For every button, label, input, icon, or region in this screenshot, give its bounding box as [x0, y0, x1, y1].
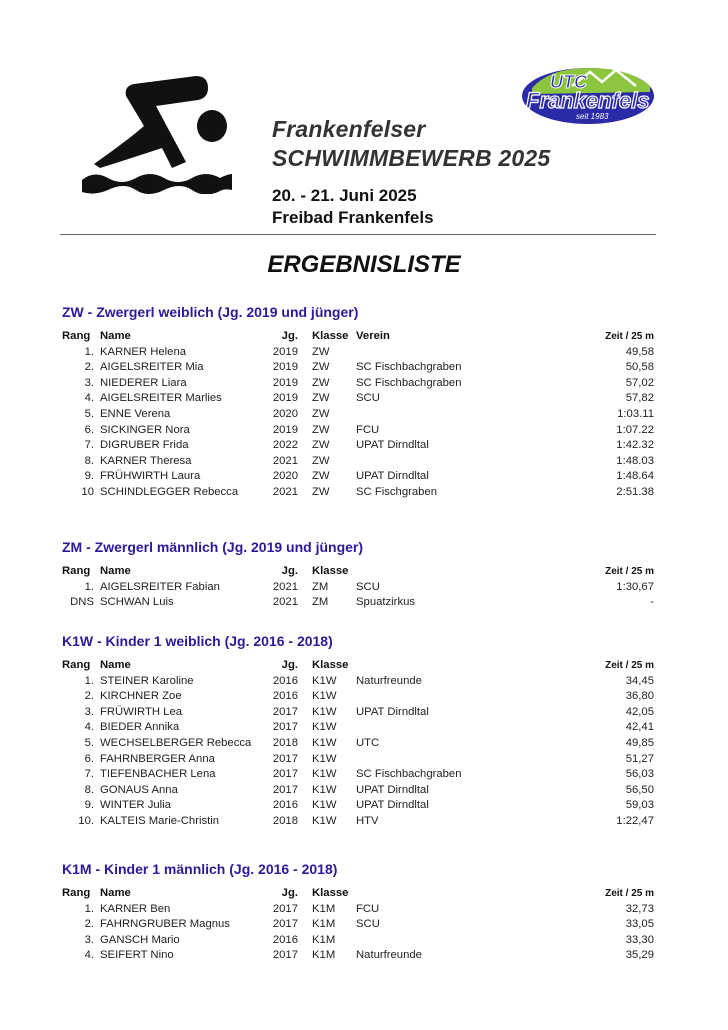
cell-jg: 2017 — [272, 721, 298, 734]
column-header-zeit: Zeit / 25 m — [605, 888, 654, 899]
cell-rang: 9. — [84, 799, 94, 812]
cell-name: AIGELSREITER Fabian — [100, 580, 220, 593]
cell-jg: 2019 — [272, 376, 298, 389]
column-header-name: Name — [100, 887, 131, 899]
cell-klasse: K1W — [312, 674, 337, 687]
cell-zeit: 42,05 — [625, 705, 654, 718]
cell-zeit: 49,58 — [625, 345, 654, 358]
table-row — [62, 933, 658, 949]
cell-jg: 2017 — [272, 752, 298, 765]
header-divider — [60, 234, 656, 235]
table-row — [62, 438, 658, 454]
cell-verein: UPAT Dirndltal — [356, 470, 429, 483]
cell-name: SEIFERT Nino — [100, 949, 174, 962]
section-heading: K1M - Kinder 1 männlich (Jg. 2016 - 2018) — [62, 861, 338, 877]
cell-verein: HTV — [356, 814, 379, 827]
column-header-jg: Jg. — [281, 887, 298, 899]
cell-rang: 5. — [84, 736, 94, 749]
table-row — [62, 917, 658, 933]
table-row — [62, 345, 658, 361]
cell-name: KALTEIS Marie-Christin — [100, 814, 220, 827]
cell-jg: 2019 — [272, 392, 298, 405]
cell-zeit: 1:48.64 — [616, 470, 654, 483]
table-header — [62, 329, 658, 345]
cell-jg: 2021 — [272, 596, 298, 609]
cell-klasse: ZW — [312, 407, 330, 420]
cell-zeit: 42,41 — [625, 721, 654, 734]
event-title-line2: SCHWIMMBEWERB 2025 — [272, 145, 551, 171]
cell-rang: 8. — [84, 783, 94, 796]
swimmer-icon — [78, 76, 240, 194]
cell-klasse: K1W — [312, 814, 337, 827]
cell-rang: 10 — [81, 485, 94, 498]
cell-name: TIEFENBACHER Lena — [100, 768, 216, 781]
table-row — [62, 595, 658, 611]
cell-klasse: ZW — [312, 376, 330, 389]
cell-jg: 2019 — [272, 423, 298, 436]
column-header-jg: Jg. — [281, 659, 298, 671]
table-row — [62, 469, 658, 485]
cell-jg: 2016 — [272, 933, 298, 946]
column-header-jg: Jg. — [281, 330, 298, 342]
cell-verein: Naturfreunde — [356, 674, 422, 687]
cell-zeit: 33,05 — [625, 918, 654, 931]
results-section — [62, 633, 658, 830]
event-title-line1: Frankenfelser — [272, 116, 426, 142]
section-heading: ZM - Zwergerl männlich (Jg. 2019 und jünger) — [62, 539, 364, 555]
cell-verein: Naturfreunde — [356, 949, 422, 962]
cell-zeit: 57,02 — [625, 376, 654, 389]
table-row — [62, 752, 658, 768]
cell-zeit: 56,03 — [625, 768, 654, 781]
table-row — [62, 798, 658, 814]
cell-zeit: 51,27 — [625, 752, 654, 765]
cell-rang: 10. — [78, 814, 94, 827]
cell-zeit: 1:30,67 — [616, 580, 654, 593]
cell-rang: 7. — [84, 768, 94, 781]
cell-klasse: K1W — [312, 752, 337, 765]
table-row — [62, 814, 658, 830]
cell-jg: 2018 — [272, 736, 298, 749]
cell-verein: SC Fischbachgraben — [356, 376, 462, 389]
cell-rang: 1. — [84, 902, 94, 915]
cell-klasse: K1W — [312, 768, 337, 781]
cell-name: FRÜWIRTH Lea — [100, 705, 183, 718]
cell-klasse: ZW — [312, 454, 330, 467]
cell-name: AIGELSREITER Mia — [100, 361, 204, 374]
cell-zeit: 50,58 — [625, 361, 654, 374]
cell-jg: 2017 — [272, 949, 298, 962]
cell-rang: 4. — [84, 392, 94, 405]
cell-zeit: 1:42.32 — [616, 439, 654, 452]
results-section — [62, 304, 658, 501]
cell-zeit: 56,50 — [625, 783, 654, 796]
cell-rang: 3. — [84, 376, 94, 389]
cell-zeit: 33,30 — [625, 933, 654, 946]
cell-verein: SCU — [356, 580, 380, 593]
table-row — [62, 485, 658, 501]
cell-verein: SC Fischbachgraben — [356, 361, 462, 374]
cell-jg: 2021 — [272, 454, 298, 467]
cell-zeit: 35,29 — [625, 949, 654, 962]
cell-name: NIEDERER Liara — [100, 376, 187, 389]
cell-verein: UTC — [356, 736, 380, 749]
cell-jg: 2019 — [272, 345, 298, 358]
cell-rang: 2. — [84, 690, 94, 703]
cell-name: WECHSELBERGER Rebecca — [100, 736, 252, 749]
cell-klasse: K1W — [312, 721, 337, 734]
cell-jg: 2019 — [272, 361, 298, 374]
column-header-rang: Rang — [62, 565, 91, 577]
table-row — [62, 407, 658, 423]
cell-klasse: ZW — [312, 345, 330, 358]
table-row — [62, 674, 658, 690]
cell-rang: 1. — [84, 580, 94, 593]
cell-jg: 2016 — [272, 674, 298, 687]
column-header-rang: Rang — [62, 659, 91, 671]
cell-verein: FCU — [356, 423, 380, 436]
cell-name: SICKINGER Nora — [100, 423, 190, 436]
utc-frankenfels-logo — [520, 64, 656, 126]
table-row — [62, 705, 658, 721]
cell-rang: 8. — [84, 454, 94, 467]
cell-rang: 1. — [84, 345, 94, 358]
cell-jg: 2021 — [272, 485, 298, 498]
cell-zeit: 49,85 — [625, 736, 654, 749]
cell-klasse: K1M — [312, 902, 336, 915]
cell-zeit: 34,45 — [625, 674, 654, 687]
cell-jg: 2017 — [272, 783, 298, 796]
cell-rang: 7. — [84, 439, 94, 452]
section-heading: K1W - Kinder 1 weiblich (Jg. 2016 - 2018) — [62, 633, 333, 649]
cell-rang: 2. — [84, 918, 94, 931]
cell-verein: UPAT Dirndltal — [356, 799, 429, 812]
cell-zeit: 57,82 — [625, 392, 654, 405]
cell-jg: 2017 — [272, 705, 298, 718]
cell-klasse: ZM — [312, 596, 329, 609]
column-header-zeit: Zeit / 25 m — [605, 660, 654, 671]
cell-jg: 2016 — [272, 799, 298, 812]
cell-verein: SC Fischbachgraben — [356, 768, 462, 781]
cell-klasse: ZW — [312, 485, 330, 498]
cell-rang: 6. — [84, 423, 94, 436]
cell-verein: SC Fischgraben — [356, 485, 437, 498]
cell-rang: 3. — [84, 933, 94, 946]
cell-name: GANSCH Mario — [100, 933, 180, 946]
cell-jg: 2017 — [272, 768, 298, 781]
cell-klasse: ZW — [312, 361, 330, 374]
table-row — [62, 736, 658, 752]
column-header-klasse: Klasse — [312, 330, 349, 342]
cell-klasse: K1W — [312, 705, 337, 718]
cell-jg: 2017 — [272, 918, 298, 931]
table-row — [62, 423, 658, 439]
cell-name: FAHRNGRUBER Magnus — [100, 918, 230, 931]
event-date: 20. - 21. Juni 2025 — [272, 186, 417, 205]
cell-name: KARNER Helena — [100, 345, 187, 358]
cell-name: KIRCHNER Zoe — [100, 690, 182, 703]
cell-jg: 2016 — [272, 690, 298, 703]
column-header-rang: Rang — [62, 330, 91, 342]
cell-klasse: K1W — [312, 736, 337, 749]
cell-name: BIEDER Annika — [100, 721, 180, 734]
table-header — [62, 564, 658, 580]
table-row — [62, 783, 658, 799]
cell-zeit: 1:03.11 — [617, 407, 654, 420]
cell-verein: SCU — [356, 918, 380, 931]
cell-verein: Spuatzirkus — [356, 596, 416, 609]
section-heading: ZW - Zwergerl weiblich (Jg. 2019 und jünger) — [62, 304, 359, 320]
cell-jg: 2017 — [272, 902, 298, 915]
cell-name: DIGRUBER Frida — [100, 439, 189, 452]
cell-jg: 2020 — [272, 407, 298, 420]
page-title: ERGEBNISLISTE — [267, 251, 461, 278]
cell-jg: 2022 — [272, 439, 298, 452]
cell-name: SCHWAN Luis — [100, 596, 174, 609]
results-section — [62, 539, 658, 611]
column-header-klasse: Klasse — [312, 659, 349, 671]
cell-name: GONAUS Anna — [100, 783, 178, 796]
cell-name: KARNER Theresa — [100, 454, 192, 467]
column-header-name: Name — [100, 330, 131, 342]
cell-name: SCHINDLEGGER Rebecca — [100, 485, 239, 498]
cell-zeit: 1:48.03 — [616, 454, 654, 467]
table-row — [62, 454, 658, 470]
cell-klasse: ZM — [312, 580, 329, 593]
cell-rang: DNS — [70, 596, 94, 609]
cell-rang: 5. — [84, 407, 94, 420]
column-header-verein: Verein — [356, 330, 390, 342]
cell-rang: 4. — [84, 949, 94, 962]
cell-name: KARNER Ben — [100, 902, 171, 915]
cell-klasse: K1W — [312, 799, 337, 812]
logo-line2: Frankenfels — [526, 88, 650, 113]
cell-verein: UPAT Dirndltal — [356, 783, 429, 796]
cell-rang: 3. — [84, 705, 94, 718]
column-header-rang: Rang — [62, 887, 91, 899]
cell-name: FRÜHWIRTH Laura — [100, 470, 201, 483]
column-header-zeit: Zeit / 25 m — [605, 331, 654, 342]
cell-klasse: K1M — [312, 949, 336, 962]
cell-name: FAHRNBERGER Anna — [100, 752, 215, 765]
table-row — [62, 902, 658, 918]
column-header-jg: Jg. — [281, 565, 298, 577]
cell-zeit: 36,80 — [625, 690, 654, 703]
cell-name: ENNE Verena — [100, 407, 171, 420]
cell-jg: 2018 — [272, 814, 298, 827]
logo-line1: UTC — [550, 72, 587, 92]
cell-klasse: ZW — [312, 423, 330, 436]
cell-rang: 6. — [84, 752, 94, 765]
cell-name: STEINER Karoline — [100, 674, 194, 687]
cell-zeit: 2:51.38 — [616, 485, 654, 498]
cell-rang: 1. — [84, 674, 94, 687]
table-row — [62, 767, 658, 783]
logo-line3: seit 1983 — [576, 112, 609, 121]
cell-zeit: 59,03 — [625, 799, 654, 812]
cell-klasse: ZW — [312, 439, 330, 452]
cell-klasse: ZW — [312, 470, 330, 483]
results-section — [62, 861, 658, 964]
column-header-name: Name — [100, 565, 131, 577]
cell-klasse: ZW — [312, 392, 330, 405]
cell-zeit: 1:22,47 — [616, 814, 654, 827]
table-row — [62, 360, 658, 376]
table-row — [62, 689, 658, 705]
table-row — [62, 376, 658, 392]
table-row — [62, 720, 658, 736]
cell-klasse: K1W — [312, 783, 337, 796]
cell-verein: UPAT Dirndltal — [356, 439, 429, 452]
cell-zeit: 32,73 — [625, 902, 654, 915]
table-header — [62, 658, 658, 674]
cell-rang: 2. — [84, 361, 94, 374]
cell-klasse: K1M — [312, 933, 336, 946]
cell-jg: 2021 — [272, 580, 298, 593]
table-row — [62, 948, 658, 964]
table-row — [62, 391, 658, 407]
cell-name: AIGELSREITER Marlies — [100, 392, 222, 405]
table-header — [62, 886, 658, 902]
cell-klasse: K1M — [312, 918, 336, 931]
column-header-klasse: Klasse — [312, 565, 349, 577]
cell-rang: 4. — [84, 721, 94, 734]
cell-verein: FCU — [356, 902, 380, 915]
cell-klasse: K1W — [312, 690, 337, 703]
cell-verein: SCU — [356, 392, 380, 405]
column-header-name: Name — [100, 659, 131, 671]
cell-zeit: - — [650, 596, 654, 609]
cell-rang: 9. — [84, 470, 94, 483]
cell-name: WINTER Julia — [100, 799, 171, 812]
cell-verein: UPAT Dirndltal — [356, 705, 429, 718]
column-header-zeit: Zeit / 25 m — [605, 566, 654, 577]
table-row — [62, 580, 658, 596]
event-venue: Freibad Frankenfels — [272, 208, 434, 227]
cell-zeit: 1:07.22 — [616, 423, 654, 436]
cell-jg: 2020 — [272, 470, 298, 483]
column-header-klasse: Klasse — [312, 887, 349, 899]
